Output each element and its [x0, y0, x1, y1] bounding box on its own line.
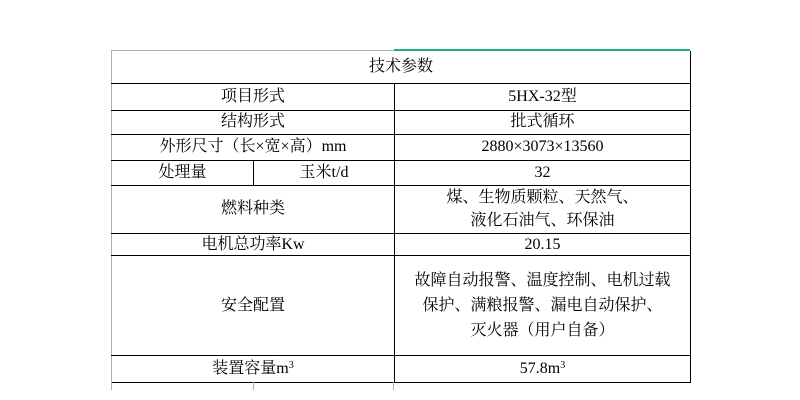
row-label-structure-form[interactable]: 结构形式 — [112, 110, 395, 134]
safety-config-line: 保护、满粮报警、漏电自动保护、 — [422, 297, 663, 315]
row-label-motor-power[interactable]: 电机总功率Kw — [112, 233, 395, 256]
table-row — [112, 110, 691, 134]
gridline-stub-left — [111, 382, 112, 390]
table-row — [112, 51, 691, 83]
superscript: 3 — [288, 359, 294, 371]
table-title: 技术参数 — [368, 57, 433, 75]
table-row — [112, 134, 691, 160]
cell-motor-power-value[interactable]: 20.15 — [395, 233, 691, 256]
cell-capacity-value[interactable]: 32 — [395, 160, 691, 185]
table-row — [112, 256, 691, 356]
table-row — [112, 356, 691, 383]
table-row — [112, 233, 691, 256]
gridline-stub-mid — [253, 382, 254, 390]
spec-table — [111, 51, 691, 383]
cell-project-form-value[interactable]: 5HX-32型 — [395, 83, 691, 110]
fuel-types-line: 煤、生物质颗粒、天然气、 — [446, 189, 639, 206]
superscript: 3 — [560, 359, 566, 371]
table-row — [112, 185, 691, 233]
table-row — [112, 160, 691, 185]
cell-dimensions-value[interactable]: 2880×3073×13560 — [395, 134, 691, 160]
row-label-capacity[interactable]: 处理量 — [112, 160, 254, 185]
table-row — [112, 83, 691, 110]
safety-config-line: 故障自动报警、温度控制、电机过载 — [414, 272, 671, 290]
table-title-cell[interactable] — [112, 51, 691, 83]
cell-fuel-types-value[interactable] — [395, 185, 691, 233]
row-label-fuel-types[interactable]: 燃料种类 — [112, 185, 395, 233]
cell-safety-config-value[interactable] — [395, 256, 691, 356]
row-label-project-form[interactable]: 项目形式 — [112, 83, 395, 110]
row-label-safety-config[interactable]: 安全配置 — [112, 256, 395, 356]
cell-structure-form-value[interactable]: 批式循环 — [395, 110, 691, 134]
gridline-stub-divider — [393, 382, 394, 390]
cell-capacity-unit[interactable]: 玉米t/d — [254, 160, 395, 185]
cell-device-volume-value[interactable]: $57.8m^3$ — [395, 356, 691, 383]
row-label-dimensions[interactable]: 外形尺寸（长×宽×高）mm — [112, 134, 395, 160]
row-label-device-volume[interactable]: 装置容量$m^3$ — [112, 356, 395, 383]
fuel-types-line: 液化石油气、环保油 — [470, 212, 615, 229]
safety-config-line: 灭火器（用户自备） — [470, 322, 615, 340]
